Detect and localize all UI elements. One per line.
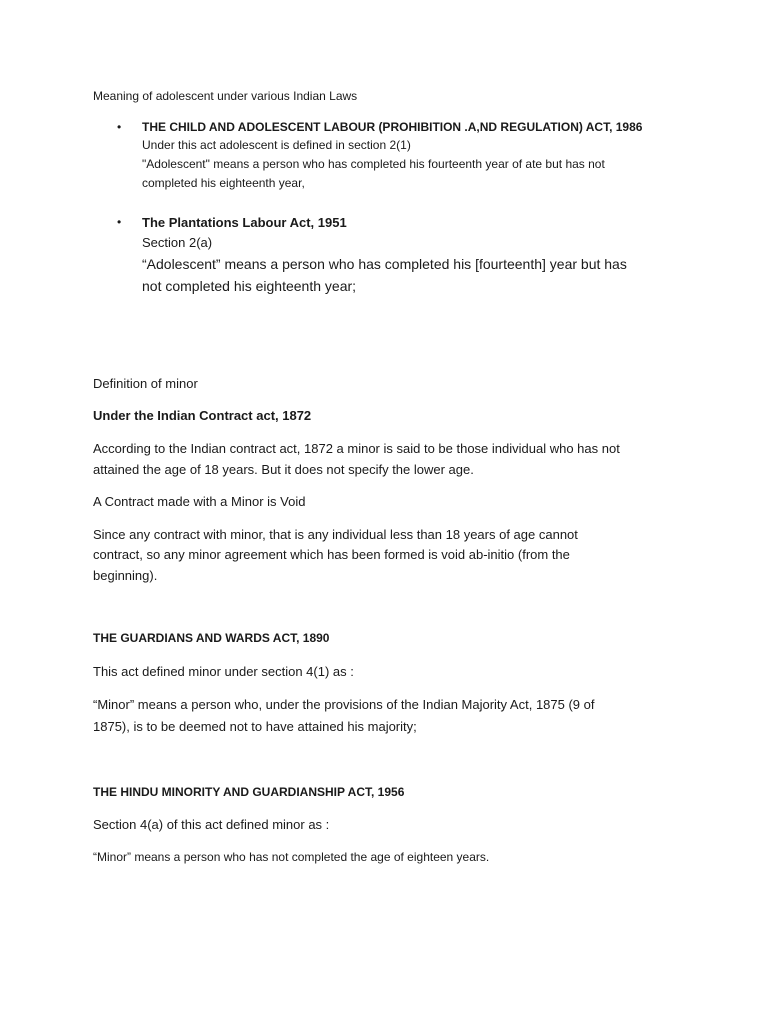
bullet-1-line-2: "Adolescent" means a person who has completed his fourteenth year of ate but has not <box>142 157 605 171</box>
hindu-act-quote: “Minor” means a person who has not completed the age of eighteen years. <box>93 850 490 864</box>
contract-act-para1-line1: According to the Indian contract act, 1872 a minor is said to be those individual who has not <box>93 441 620 456</box>
bullet-2-marker: • <box>117 215 122 229</box>
bullet-2-title: The Plantations Labour Act, 1951 <box>142 215 347 230</box>
contract-act-para2-line3: beginning). <box>93 568 158 583</box>
bullet-2-line-2: “Adolescent” means a person who has completed his [fourteenth] year but has <box>142 256 627 272</box>
guardians-act-quote-line2: 1875), is to be deemed not to have attained his majority; <box>93 719 417 734</box>
contract-act-para2-line1: Since any contract with minor, that is any individual less than 18 years of age cannot <box>93 527 578 542</box>
contract-void-subheading: A Contract made with a Minor is Void <box>93 494 306 509</box>
hindu-act-title: THE HINDU MINORITY AND GUARDIANSHIP ACT, 1956 <box>93 785 405 799</box>
hindu-act-intro: Section 4(a) of this act defined minor as : <box>93 817 330 832</box>
document-heading: Meaning of adolescent under various Indian Laws <box>93 89 358 103</box>
bullet-1-line-1: Under this act adolescent is defined in section 2(1) <box>142 138 411 152</box>
bullet-1-line-3: completed his eighteenth year, <box>142 176 305 190</box>
guardians-act-title: THE GUARDIANS AND WARDS ACT, 1890 <box>93 631 330 645</box>
guardians-act-quote-line1: “Minor” means a person who, under the provisions of the Indian Majority Act, 1875 (9 of <box>93 697 595 712</box>
bullet-2-line-3: not completed his eighteenth year; <box>142 278 357 294</box>
contract-act-title: Under the Indian Contract act, 1872 <box>93 408 312 423</box>
guardians-act-intro: This act defined minor under section 4(1) as : <box>93 664 354 679</box>
minor-heading: Definition of minor <box>93 376 198 391</box>
contract-act-para1-line2: attained the age of 18 years. But it does not specify the lower age. <box>93 462 474 477</box>
bullet-2-line-1: Section 2(a) <box>142 235 213 250</box>
bullet-1-title: THE CHILD AND ADOLESCENT LABOUR (PROHIBITION .A,ND REGULATION) ACT, 1986 <box>142 120 643 134</box>
contract-act-para2-line2: contract, so any minor agreement which has been formed is void ab-initio (from the <box>93 547 570 562</box>
bullet-1-marker: • <box>117 120 122 134</box>
